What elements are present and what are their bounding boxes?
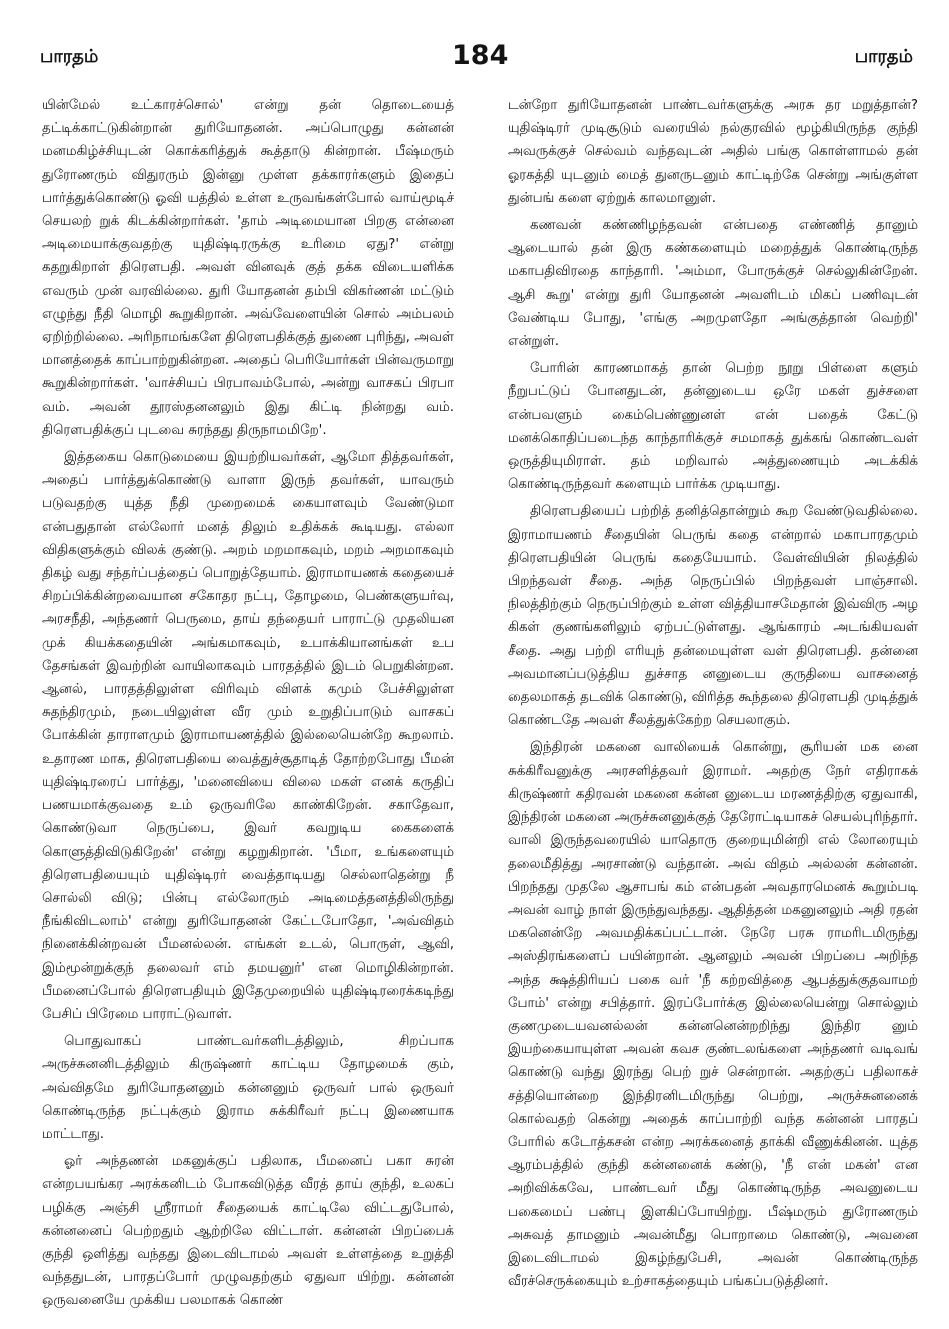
left-text-column xyxy=(42,94,454,1317)
paragraph: பொதுவாகப் பாண்டவர்களிடத்திலும், சிறப்பாக அருச்சுனனிடத்திலும் கிருஷ்ணர் காட்டிய தோழமைக் கும், அவ்விதமே துரியோதனனும் கன்னனும் ஒருவர் பால் ஒருவர் கொண்டிருந்த நட்புக்கும் இராம சுக்கிரீவர் நட்பு இணையாக மாட்டாது. xyxy=(42,1034,454,1142)
paragraph: இத்தகைய கொடுமையை இயற்றியவர்கள், ஆமோ தித்தவர்கள், அதைப் பார்த்துக்கொண்டு வாளா இருந் தவர்கள், யாவரும் படுவதற்கு யுத்த நீதி முறைமைக் கையாளவும் வேண்டுமா என்பதுதான் எல்லோர் மனத் திலும் உதிக்கக் கூடியது. எல்லா விதிகளுக்கும் விலக் குண்டு. அறம் மறமாகவும், மறம் அறமாகவும் திகழ் வது சந்தர்ப்பத்தைப் பொறுத்தேயாம். இராமாயணக் கதையைச் சிறப்பிக்கின்றவையான சகோதர நட்பு, தோழமை, பெண்களுயர்வு, அரசநீதி, அந்தணர் பெருமை, தாய் தந்தையர் பாராட்டு முதலியன முக் கியக்கதையின் அங்கமாகவும், உபாக்கியானங்கள் உப தேசங்கள் இவற்றின் வாயிலாகவும் பாரதத்தில் இடம் பெறுகின்றன. ஆனல், பாரதத்திலுள்ள விரிவும் விளக் கமும் பேச்சிலுள்ள சுதந்திரமும், நடையிலுள்ள வீர மும் உறுதிப்பாடும் வாசகப் போக்கின் தாராளமும் இராமாயணத்தில் இல்லையென்றே கூறலாம். உதாரண மாக, திரௌபதியை வைத்துச்சூதாடித் தோற்றபோது பீமன் யுதிஷ்டிரரைப் பார்த்து, 'மனைவியை விலை மகள் எனக் கருதிப் பணயமாக்குவதை உம் ஒருவரிலே காண்கிறேன். சகாதேவா, கொண்டுவா நெருப்பை, இவர் கவறுடிய கைகளைக் கொளுத்திவிடுகிறேன்' என்று கழறுகிறான். 'பீமா, உங்களையும் திரௌபதியையும் யுதிஷ்டிரர் வைத்தாடியது செல்லாதென்று நீ சொல்லி விடு; பின்பு எல்லோரும் அடிமைத்தனத்திலிருந்து நீங்கிவிடலாம்' என்று துரியோதனன் கேட்டபோதோ, 'அவ்விதம் நினைக்கின்றவன் பீமனல்லன். எங்கள் உடல், பொருள், ஆவி, இம்மூன்றுக்குந் தலைவர் எம் தமயனுர்' என மொழிகின்றான். பீமனைப்போல் திரௌபதியும் இதேமுறையில் யுதிஷ்டிரரைக்கடிந்து பேசிப் பிரேமை பாராட்டுவாள். xyxy=(42,450,454,1022)
paragraph: போரின் காரணமாகத் தான் பெற்ற நூறு பிள்ளை களும் நீறுபட்டுப் போனதுடன், தன்னுடைய ஒரே மகள் துச்சளை என்பவளும் கைம்பெண்ணுனள் என் பதைக் கேட்டு மனக்கொதிப்படைந்த காந்தாரிக்குச் சமமாகத் துக்கங் கொண்டவள் ஒருத்தியுமிராள். தம் மறிவால் அத்துணையும் அடக்கிக் கொண்டிருந்தவர் களையும் பார்க்க முடியாது. xyxy=(508,361,918,493)
running-header-right: பாரதம் xyxy=(854,46,913,67)
paragraph: திரௌபதியைப் பற்றித் தனித்தொன்றும் கூற வேண்டுவதில்லை. இராமாயணம் சீதையின் பெருங் கதை என்றால் மகாபாரதமும் திரௌபதியின் பெருங் கதையேயாம். வேள்வியின் நிலத்தில் பிறந்தவள் சீதை. அந்த நெருப்பில் பிறந்தவள் பாஞ்சாலி. நிலத்திற்கும் நெருப்பிற்கும் உள்ள வித்தியாசமேதான் இவ்விரு அழ கிகள் குணங்களிலும் ஏற்பட்டுள்ளது. ஆங்காரம் அடங்கியவள் சீதை. அது பற்றி எரியுந் தன்மையுள்ள வள் திரௌபதி. தன்னை அவமானப்படுத்திய துச்சாத னனுடைய குருதியை வாசனைத் தைலமாகத் தடவிக் கொண்டு, விரித்த கூந்தலை திரௌபதி முடித்துக் கொண்டதே அவள் சீலத்துக்கேற்ற செயலாகும். xyxy=(508,504,918,729)
page-number: 184 xyxy=(452,40,509,71)
paragraph: இந்திரன் மகனை வாலியைக் கொன்று, சூரியன் மக னை சுக்கிரீவனுக்கு அரசளித்தவர் இராமர். அதற்கு நேர் எதிராகக் கிருஷ்ணர் கதிரவன் மகனை கன்ன னுடைய மரணத்திற்கு ஏதுவாகி, இந்திரன் மகனை அருச்சுனனுக்குத் தேரோட்டியாகச் செயல்புரிந்தார். வாலி இருந்தவரையில் யாதொரு குறையுமின்றி எல் லோரையும் தலைமீதித்து அரசாண்டு வந்தான். அவ் விதம் அல்லன் கன்னன். பிறந்தது முதலே ஆசாபங் கம் என்பதன் அவதாரமெனக் கூறும்படி அவன் வாழ் நாள் இருந்துவந்தது. ஆதித்தன் மகனுனலும் அதி ரதன் மகனென்றே அவமதிக்கப்பட்டான். நேரே பரசு ராமரிடமிருந்து அஸ்திரங்களைப் பயின்றான். ஆனலும் அவன் பிறப்பை அறிந்த அந்த க்ஷத்திரியப் பகை வர் 'நீ கற்றவித்தை ஆபத்துக்குதவாமற் போம்' என்று சபித்தார். இரப்போர்க்கு இல்லையென்று சொல்லும் குணமுடையவனல்லன் கன்னனென்றறிந்து இந்திர னும் இயற்கையாயுள்ள அவன் கவச குண்டலங்களை அந்தணர் வடிவங் கொண்டு வந்து இரந்து பெற் றுச் சென்றான். அதற்குப் பதிலாகச் சத்தியொன்றை இந்திரனிடமிருந்து பெற்று, அருச்சுனனைக் கொல்வதற் கென்று அதைக் காப்பாற்றி வந்த கன்னன் பாரதப் போரில் கடோத்கசன் என்ற அரக்கனைத் தாக்கி வீணுக்கினன். யுத்த ஆரம்பத்தில் குந்தி கன்னனைக் கண்டு, 'நீ என் மகன்' என அறிவிக்கவே, பாண்டவர் மீது கொண்டிருந்த அவனுடைய பகைமைப் பண்பு இளகிப்போயிற்று. பீஷ்மரும் துரோணரும் அசுவத் தாமனும் அவன்மீது பொறாமை கொண்டு, அவனை இடைவிடாமல் இகழ்ந்துபேசி, அவன் கொண்டிருந்த வீரச்செருக்கையும் உற்சாகத்தையும் பங்கப்படுத்தினர். xyxy=(508,740,918,1290)
right-text-column xyxy=(508,94,918,1297)
running-header-left: பாரதம் xyxy=(40,46,99,67)
paragraph: யின்மேல் உட்காரச்சொல்' என்று தன் தொடையைத் தட்டிக்காட்டுகின்றான் துரியோதனன். அப்பொழுது கன்னன் மனமகிழ்ச்சியுடன் கொக்கரித்துக் கூத்தாடு கின்றான். பீஷ்மரும் துரோணரும் விதுரரும் இன்னு முள்ள தக்காரர்களும் இதைப் பார்த்துக்கொண்டு ஓவி யத்தில் உள்ள உருவங்கள்போல் வாய்மூடிச் செயலற் றுக் கிடக்கின்றார்கள். 'தாம் அடிமையான பிறகு என்னை அடிமையாக்குவதற்கு யுதிஷ்டிரருக்கு உரிமை ஏது?' என்று கதறுகிறாள் திரௌபதி. அவள் வினவுக் குத் தக்க விடையளிக்க எவரும் முன் வரவில்லை. துரி யோதனன் தம்பி விகர்ணன் மட்டும் எழுந்து நீதி மொழி கூறுகிறான். அவ்வேளையின் சொல் அம்பலம் ஏறிற்றில்லை. அரிநாமங்களே திரௌபதிக்குத் துணை புரிந்து, அவள் மானத்தைக் காப்பாற்றுகின்றன. அதைப் பெரியோர்கள் பின்வருமாறு கூறுகின்றார்கள். 'வாச்சியப் பிரபாவம்போல், அன்று வாசகப் பிரபா வம். அவன் தூரஸ்தனனலும் இது கிட்டி நின்றது வம். திரௌபதிக்குப் புடவை சுரந்தது திருநாமமிறே'. xyxy=(42,98,454,438)
paragraph: ஓர் அந்தணன் மகனுக்குப் பதிலாக, பீமனைப் பகா சுரன் என்றபயங்கர அரக்கனிடம் போகவிடுத்த வீரத் தாய் குந்தி, உலகப் பழிக்கு அஞ்சி ஸ்ரீராமர் சீதையைக் காட்டிலே விட்டதுபோல், கன்னனைப் பெற்றதும் ஆற்றிலே விட்டாள். கன்னன் பிறப்பைக் குந்தி ஒளித்து வந்தது இடைவிடாமல் அவள் உள்ளத்தை உறுத்தி வந்ததுடன், பாரதப்போர் முழுவதற்கும் ஏதுவா யிற்று. கன்னன் ஒருவனையே முக்கிய பலமாகக் கொண் xyxy=(42,1154,454,1309)
paragraph: டன்றோ துரியோதனன் பாண்டவர்களுக்கு அரசு தர மறுத்தான்? யுதிஷ்டிரர் முடிசூடும் வரையில் நல்குரவில் மூழ்கியிருந்த குந்தி அவருக்குச் செல்வம் வந்தவுடன் அதில் பங்கு கொள்ளாமல் தன் ஓரகத்தி யுடனும் மைத் துனருடனும் காட்டிற்கே சென்று அங்குள்ள துன்பங் களை ஏற்றுக் காலமானுள். xyxy=(508,98,918,206)
paragraph: கணவன் கண்ணிழந்தவன் என்பதை எண்ணித் தானும் ஆடையால் தன் இரு கண்களையும் மறைத்துக் கொண்டிருந்த மகாபதிவிரதை காந்தாரி. 'அம்மா, போருக்குச் செல்லுகின்றேன். ஆசி கூறு' என்று துரி யோதனன் அவளிடம் மிகப் பணிவுடன் வேண்டிய போது, 'எங்கு அறமுளதோ அங்குத்தான் வெற்றி' என்றுள். xyxy=(508,218,918,350)
